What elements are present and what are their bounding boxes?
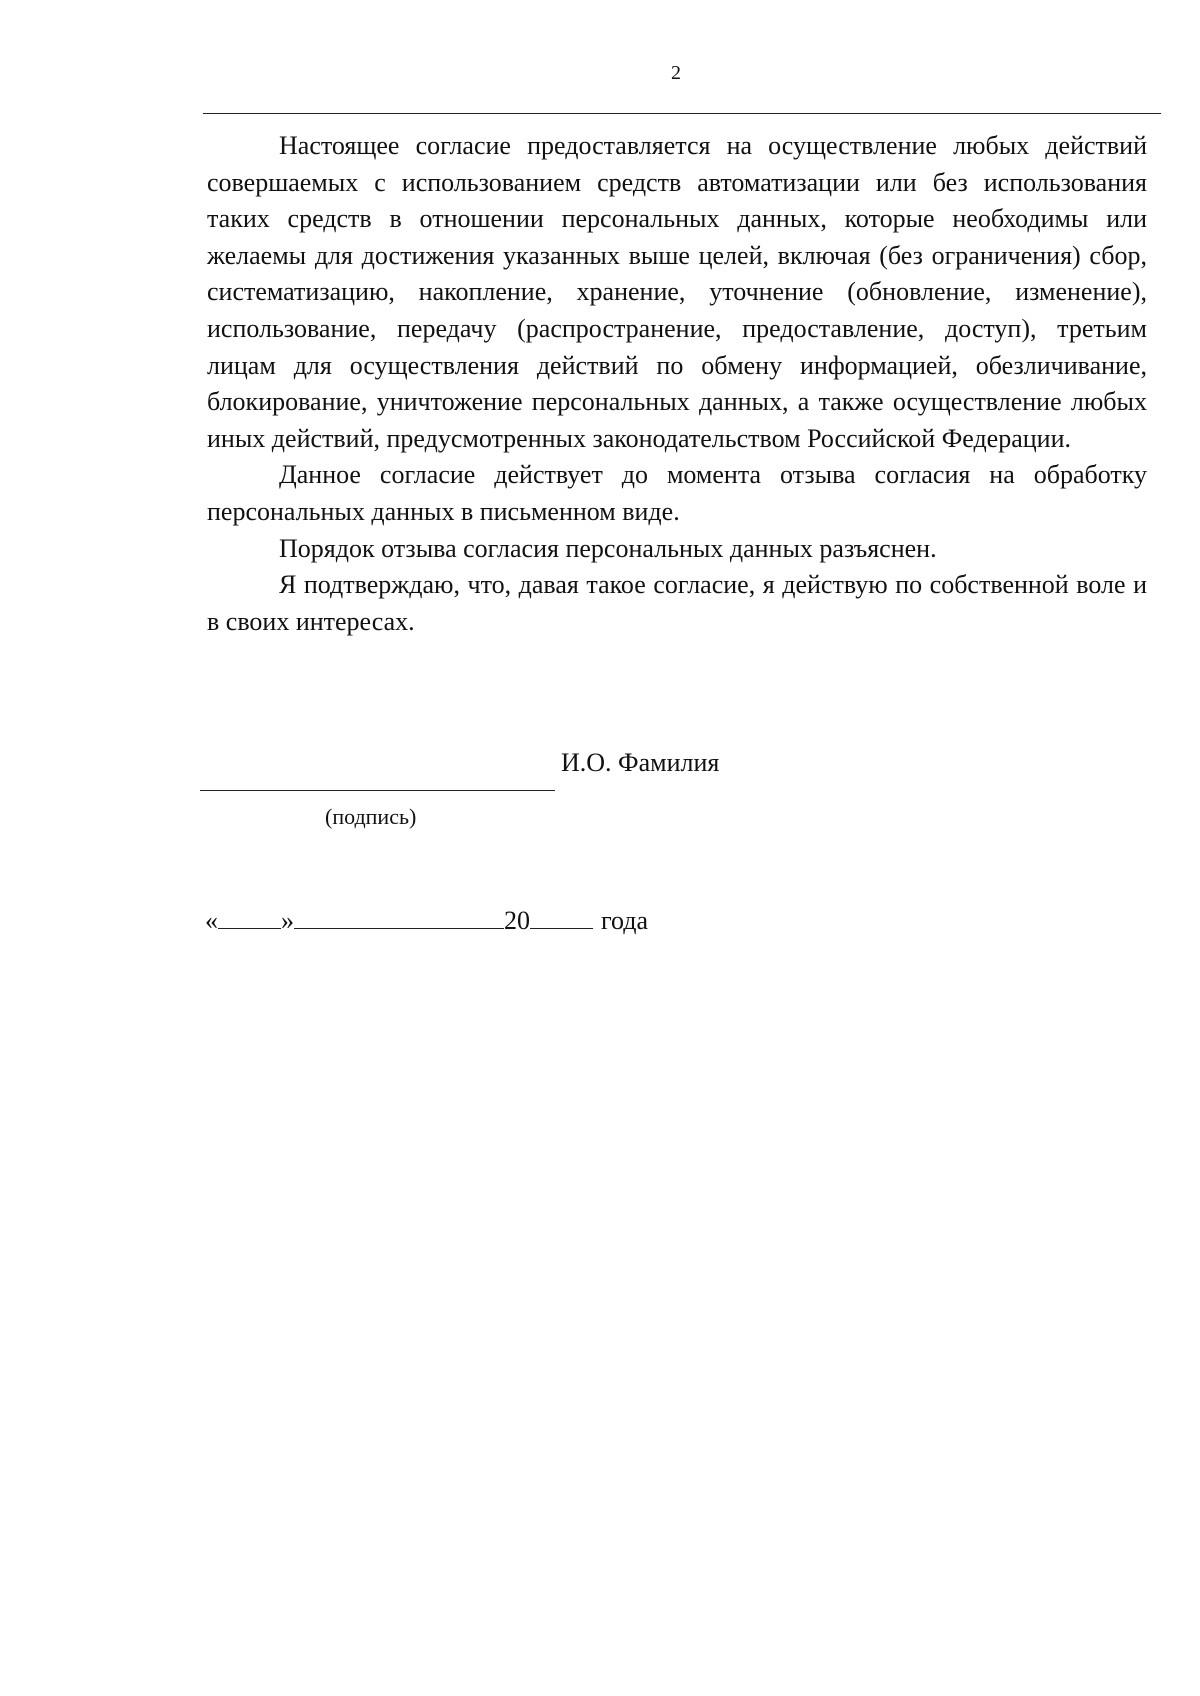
- paragraph-revocation: Порядок отзыва согласия персональных данных разъяснен.: [279, 533, 937, 563]
- date-day-blank: [218, 906, 281, 929]
- signature-line: [200, 790, 555, 791]
- date-open-quote: «: [205, 906, 218, 935]
- date-close-quote: »: [281, 906, 294, 935]
- page-number: 2: [671, 62, 681, 84]
- paragraph-consent-scope: Настоящее согласие предоставляется на осуществление любых действий совершаемых с использованием средств автоматизации или без использования таких средств в отношении персональных данных, которые необходимы или желаемы для достижения указанных выше целей, включая (без ограничения) сбор, систематизацию, накопление, хранение, уточнение (обновление, изменение), использование, передачу (распространение, предоставление, доступ), третьим лицам для осуществления действий по обмену информацией, обезличивание, блокирование, уничтожение персональных данных, а также осуществление любых иных действий, предусмотренных законодательством Российской Федерации.: [207, 131, 1147, 453]
- signatory-name: И.О. Фамилия: [561, 748, 720, 777]
- date-century: 20: [504, 906, 530, 935]
- header-divider: [203, 113, 1161, 114]
- date-suffix: года: [601, 906, 649, 935]
- date-month-blank: [294, 906, 504, 929]
- paragraph-validity: Данное согласие действует до момента отзыва согласия на обработку персональных данных в письменном виде.: [207, 460, 1147, 526]
- signature-caption: (подпись): [325, 804, 417, 829]
- consent-body: [207, 128, 1147, 640]
- paragraph-confirmation: Я подтверждаю, что, давая такое согласие, я действую по собственной воле и в своих интересах.: [207, 570, 1147, 636]
- date-year-blank: [530, 906, 593, 929]
- date-line: [205, 906, 648, 936]
